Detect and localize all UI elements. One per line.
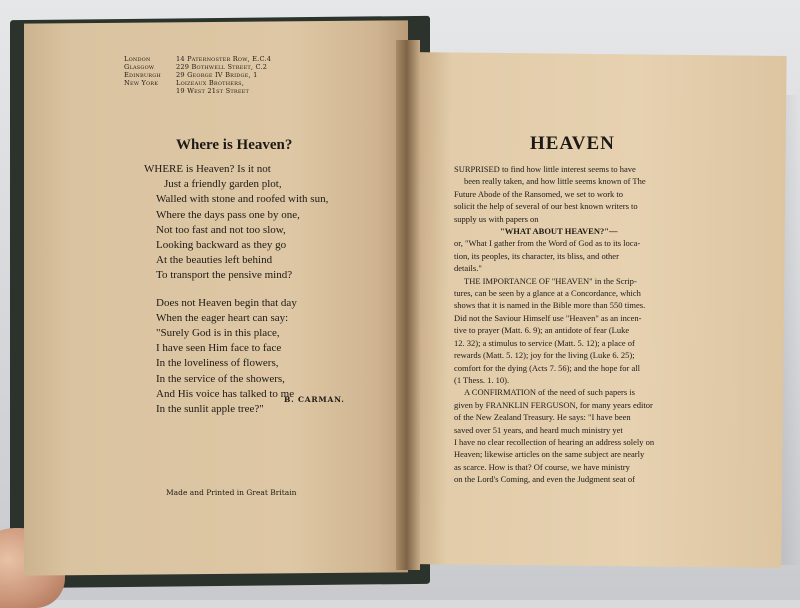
body-line: saved over 51 years, and heard much ministry yet — [454, 424, 623, 435]
imprint-city: Edinburgh — [124, 71, 161, 79]
poem-line: In the sunlit apple tree?" — [156, 403, 264, 416]
body-line: as scarce. How is that? Of course, we have ministry — [454, 461, 630, 472]
imprint-city: Glasgow — [124, 63, 155, 71]
poem-line: When the eager heart can say: — [156, 311, 289, 324]
body-line: on the Lord's Coming, and even the Judgment seat of — [454, 474, 635, 485]
body-line: tures, can be seen by a glance at a Concordance, which — [454, 288, 641, 299]
poem-line: In the service of the showers, — [156, 372, 285, 385]
stanza-gap — [144, 284, 328, 296]
poem-line: Looking backward as they go — [156, 239, 287, 252]
poem-line: Just a friendly garden plot, — [164, 178, 282, 191]
poem-line: I have seen Him face to face — [156, 342, 282, 355]
body-line: rewards (Matt. 5. 12); joy for the living (Luke 6. 25); — [454, 350, 635, 361]
body-line: shows that it is named in the Bible more than 550 times. — [454, 300, 646, 311]
body-line: Did not the Saviour Himself use "Heaven" as an incen- — [454, 312, 642, 323]
chapter-title: HEAVEN — [530, 133, 615, 154]
poem-line: To transport the pensive mind? — [156, 269, 293, 282]
poem-line: Not too fast and not too slow, — [156, 223, 286, 236]
imprint-address: 19 West 21st Street — [176, 87, 250, 95]
poem-title: Where is Heaven? — [176, 137, 293, 153]
imprint-city: New York — [124, 79, 159, 87]
body-line: been really taken, and how little seems known of The — [464, 176, 646, 187]
poem-line: At the beauties left behind — [156, 254, 273, 267]
poem — [144, 162, 328, 417]
poem-line: "Surely God is in this place, — [156, 327, 280, 340]
poem-line: And His voice has talked to me — [156, 387, 295, 400]
poem-line: WHERE is Heaven? Is it not — [144, 163, 271, 175]
body-line: comfort for the dying (Acts 7. 56); and the hope for all — [454, 362, 641, 373]
body-line: SURPRISED to find how little interest seems to have — [454, 164, 636, 174]
book-gutter — [396, 40, 420, 570]
body-line: (1 Thess. 1. 10). — [454, 374, 510, 385]
body-line: or, "What I gather from the Word of God as to its loca- — [454, 238, 641, 249]
poem-author: B. CARMAN. — [284, 395, 345, 404]
imprint-address: Loizeaux Brothers, — [176, 79, 244, 87]
poem-line: In the loveliness of flowers, — [156, 357, 279, 370]
body-line: of the New Zealand Treasury. He says: "I have been — [454, 412, 631, 423]
body-line: given by FRANKLIN FERGUSON, for many years editor — [454, 399, 653, 410]
body-line: details." — [454, 263, 482, 274]
imprint-city: London — [124, 55, 151, 63]
body-line: solicit the help of several of our best known writers to — [454, 201, 638, 212]
printed-in-notice: Made and Printed in Great Britain — [166, 488, 297, 497]
publisher-imprint — [124, 55, 271, 95]
body-line: A CONFIRMATION of the need of such papers is — [464, 387, 635, 398]
body-line: I have no clear recollection of hearing an address solely on — [454, 436, 655, 447]
body-line: tive to prayer (Matt. 6. 9); an antidote of fear (Luke — [454, 325, 630, 336]
imprint-address: 14 Paternoster Row, E.C.4 — [176, 55, 272, 63]
body-line: Heaven; likewise articles on the same subject are nearly — [454, 449, 645, 460]
poem-line: Where the days pass one by one, — [156, 208, 300, 221]
poem-line: Walled with stone and roofed with sun, — [156, 193, 329, 206]
body-line: THE IMPORTANCE OF "HEAVEN" in the Scrip- — [464, 275, 637, 286]
body-line: 12. 32); a stimulus to service (Matt. 5. 12); a place of — [454, 337, 635, 348]
body-line: supply us with papers on — [454, 213, 539, 224]
imprint-address: 229 Bothwell Street, C.2 — [176, 63, 268, 71]
body-line: tion, its peoples, its character, its bliss, and other — [454, 250, 619, 261]
body-line: "WHAT ABOUT HEAVEN?"— — [500, 226, 618, 237]
chapter-body — [454, 163, 742, 486]
poem-line: Does not Heaven begin that day — [156, 296, 297, 309]
body-line: Future Abode of the Ransomed, we set to work to — [454, 188, 624, 199]
imprint-address: 29 George IV Bridge, 1 — [176, 71, 258, 79]
